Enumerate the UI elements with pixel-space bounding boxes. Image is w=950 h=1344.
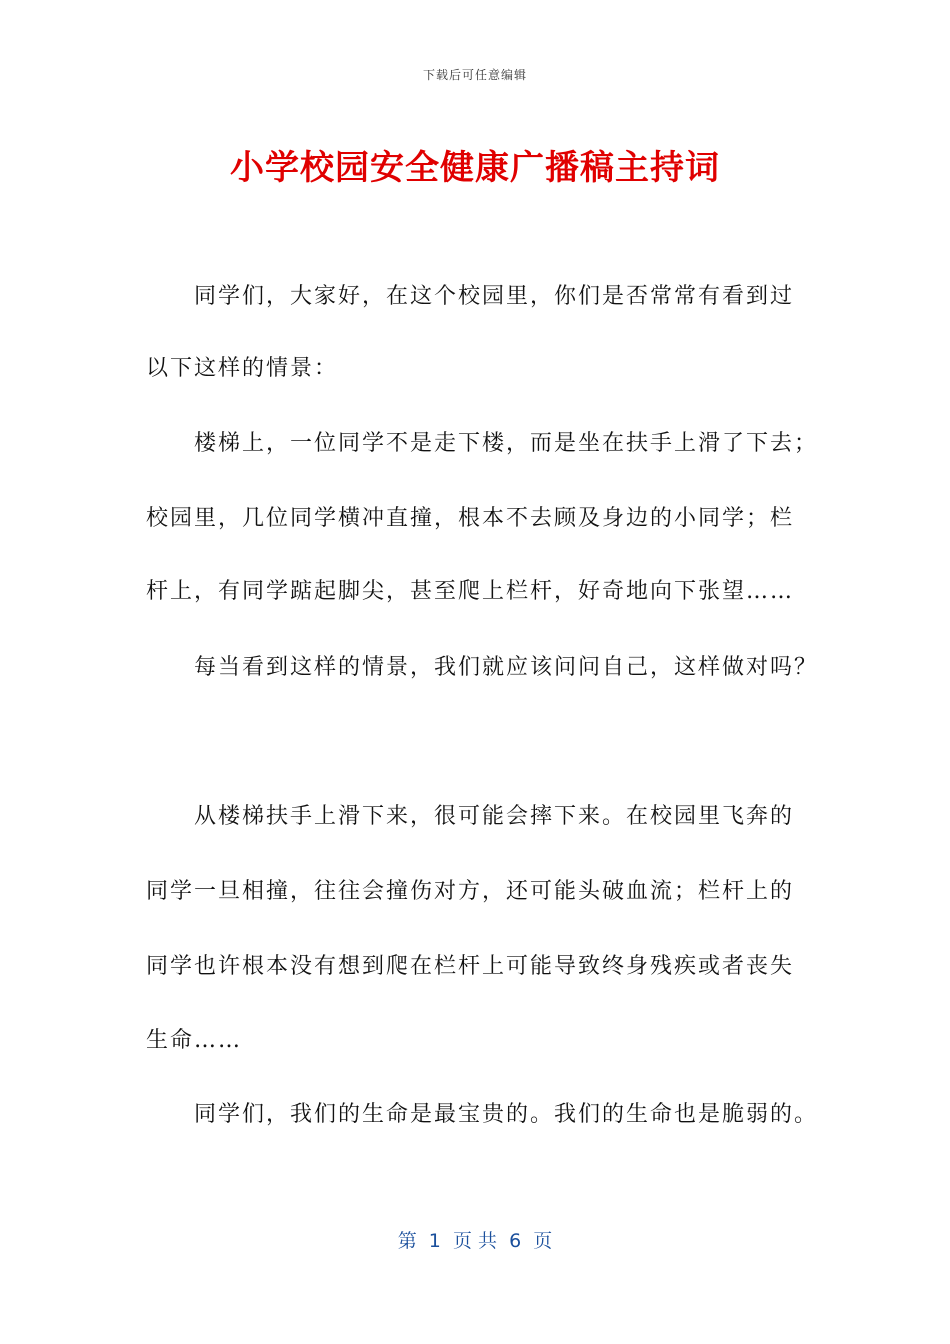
header-note: 下载后可任意编辑 bbox=[422, 68, 527, 82]
paragraph-line: 校园里，几位同学横冲直撞，根本不去顾及身边的小同学；栏 bbox=[146, 506, 795, 531]
paragraph-line: 楼梯上，一位同学不是走下楼，而是坐在扶手上滑了下去； bbox=[194, 431, 819, 456]
paragraph-line: 同学们，我们的生命是最宝贵的。我们的生命也是脆弱的。 bbox=[194, 1102, 819, 1127]
paragraph-line: 同学一旦相撞，往往会撞伤对方，还可能头破血流；栏杆上的 bbox=[146, 879, 795, 904]
paragraph-line: 杆上，有同学踮起脚尖，甚至爬上栏杆，好奇地向下张望…… bbox=[146, 579, 795, 604]
paragraph-line: 每当看到这样的情景，我们就应该问问自己，这样做对吗？ bbox=[194, 655, 819, 680]
paragraph-line: 同学也许根本没有想到爬在栏杆上可能导致终身残疾或者丧失 bbox=[146, 954, 795, 979]
paragraph-line: 以下这样的情景： bbox=[146, 356, 339, 381]
paragraph-line: 生命…… bbox=[146, 1028, 243, 1053]
page-number: 第 1 页 共 6 页 bbox=[397, 1230, 553, 1252]
paragraph-line: 同学们，大家好，在这个校园里，你们是否常常有看到过 bbox=[194, 284, 795, 309]
paragraph-line: 从楼梯扶手上滑下来，很可能会摔下来。在校园里飞奔的 bbox=[194, 804, 795, 829]
document-title: 小学校园安全健康广播稿主持词 bbox=[230, 148, 720, 188]
